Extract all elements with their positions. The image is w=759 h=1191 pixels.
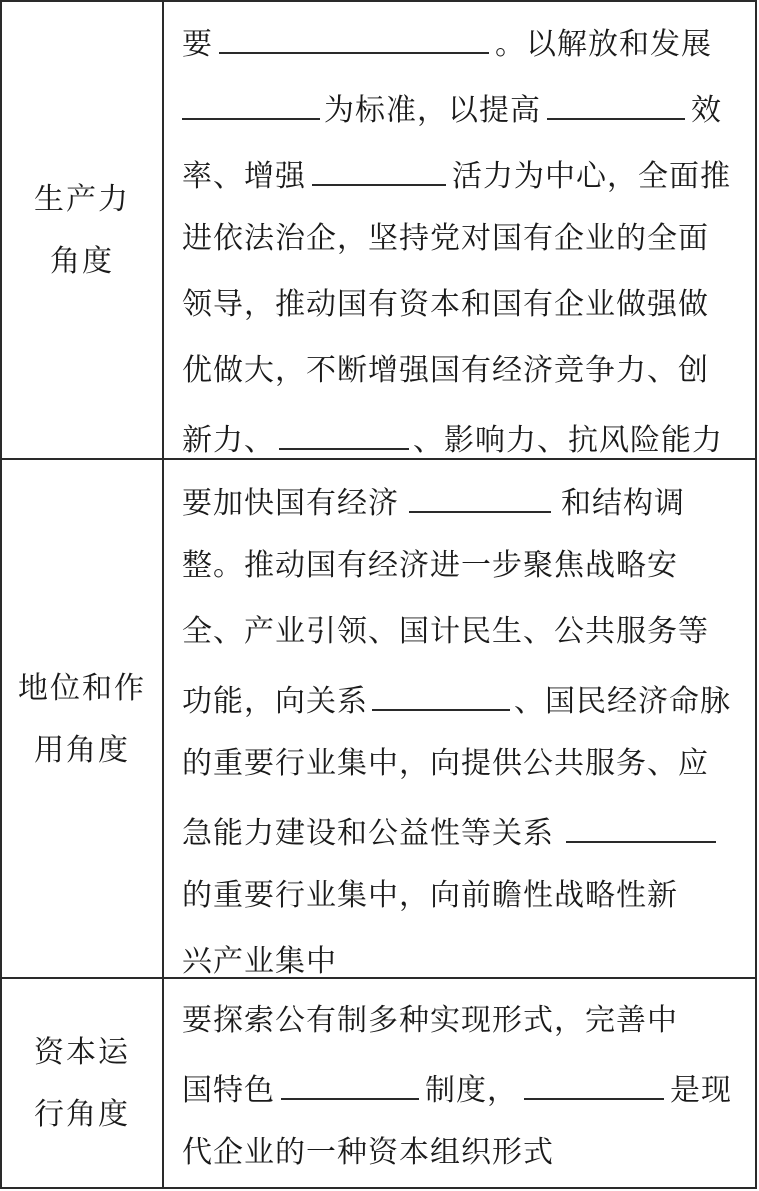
text-segment: 整。推动国有经济进一步聚焦战略安 [182, 548, 678, 583]
text-segment: 的重要行业集中，向前瞻性战略性新 [182, 878, 678, 913]
text-line [182, 140, 742, 206]
text-segment: 。以解放和发展 [495, 27, 712, 62]
row-label-status-role [2, 658, 162, 782]
fill-blank [547, 74, 685, 120]
text-line [182, 1120, 742, 1186]
text-line [182, 338, 742, 404]
text-segment: 为标准，以提高 [324, 93, 541, 128]
text-line [182, 533, 742, 599]
fill-blank [524, 1054, 664, 1100]
text-segment: 兴产业集中 [182, 944, 337, 979]
fill-blank [279, 404, 409, 450]
text-segment: 要加快国有经济 [182, 486, 399, 521]
text-line [182, 8, 742, 74]
text-segment: 领导，推动国有资本和国有企业做强做 [182, 287, 709, 322]
label-line: 角度 [50, 244, 114, 279]
text-segment: 国特色 [182, 1073, 275, 1108]
text-segment: 要 [182, 27, 213, 62]
text-line [182, 599, 742, 665]
label-line: 行角度 [34, 1097, 130, 1132]
row-content-productivity [182, 8, 742, 470]
fill-blank [182, 74, 320, 120]
text-line [182, 467, 742, 533]
text-segment: 效 [691, 93, 722, 128]
text-line [182, 74, 742, 140]
text-line [182, 206, 742, 272]
text-segment: 新力、 [182, 423, 275, 458]
text-segment: 和结构调 [561, 486, 685, 521]
label-line: 用角度 [34, 733, 130, 768]
text-line [182, 1054, 742, 1120]
label-line: 地位和作 [18, 671, 146, 706]
text-line [182, 665, 742, 731]
text-segment: 活力为中心，全面推 [452, 159, 731, 194]
text-line [182, 731, 742, 797]
fill-blank [312, 140, 446, 186]
fill-blank [281, 1054, 419, 1100]
text-segment: 、影响力、抗风险能力 [413, 423, 723, 458]
text-segment: 、国民经济命脉 [514, 684, 731, 719]
fill-blank [566, 797, 716, 843]
text-segment: 率、增强 [182, 159, 306, 194]
text-line [182, 929, 742, 995]
fill-blank [219, 8, 489, 54]
text-line [182, 272, 742, 338]
row-content-status-role [182, 467, 742, 995]
fill-blank [372, 665, 510, 711]
text-segment: 代企业的一种资本组织形式 [182, 1135, 554, 1170]
text-line [182, 863, 742, 929]
row-content-capital-operation [182, 988, 742, 1186]
text-segment: 优做大，不断增强国有经济竞争力、创 [182, 353, 709, 388]
text-segment: 是现 [670, 1073, 732, 1108]
label-line: 资本运 [34, 1035, 130, 1070]
text-line [182, 404, 742, 470]
text-segment: 急能力建设和公益性等关系 [182, 816, 554, 851]
text-segment: 进依法治企，坚持党对国有企业的全面 [182, 221, 709, 256]
row-label-capital-operation [2, 1022, 162, 1146]
fill-blank [409, 467, 551, 513]
text-segment: 制度， [425, 1073, 518, 1108]
text-segment: 要探索公有制多种实现形式，完善中 [182, 1003, 678, 1038]
column-divider [162, 2, 164, 1187]
label-line: 生产力 [34, 182, 130, 217]
row-label-productivity [2, 169, 162, 293]
text-line [182, 797, 742, 863]
text-segment: 全、产业引领、国计民生、公共服务等 [182, 614, 709, 649]
text-segment: 的重要行业集中，向提供公共服务、应 [182, 746, 709, 781]
text-line [182, 988, 742, 1054]
text-segment: 功能，向关系 [182, 684, 368, 719]
